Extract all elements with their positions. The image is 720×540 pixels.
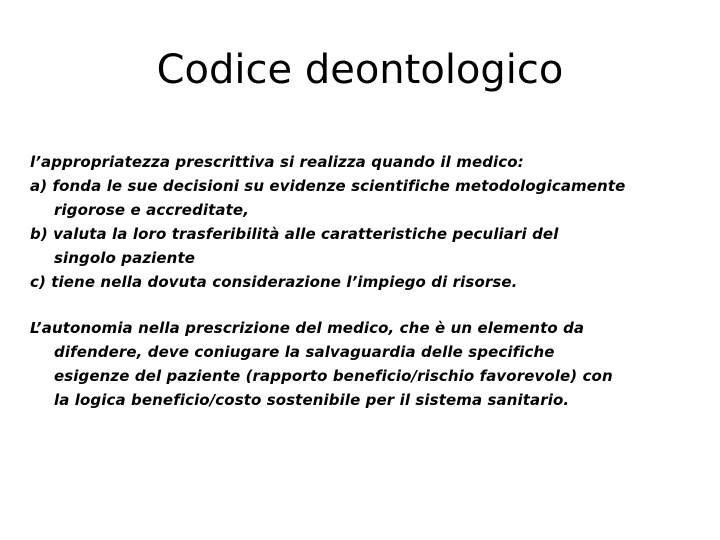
item-a-line-2: rigorose e accreditate,: [54, 201, 249, 219]
autonomy-paragraph: [30, 316, 710, 412]
item-a-line-1: a) fonda le sue decisioni su evidenze scientifiche metodologicamente: [30, 177, 626, 195]
appropriateness-paragraph: [30, 150, 710, 294]
item-b-line-1: b) valuta la loro trasferibilità alle caratteristiche peculiari del: [30, 225, 559, 243]
slide-title: Codice deontologico: [156, 47, 564, 93]
autonomy-line-1: L’autonomia nella prescrizione del medico, che è un elemento da: [30, 319, 585, 337]
autonomy-line-2: difendere, deve coniugare la salvaguardia delle specifiche: [54, 343, 555, 361]
slide-body: [30, 150, 710, 412]
item-c-line-1: c) tiene nella dovuta considerazione l’impiego di risorse.: [30, 273, 518, 291]
paragraph-spacer: [30, 294, 710, 316]
item-b-line-2: singolo paziente: [54, 249, 195, 267]
autonomy-line-4: la logica beneficio/costo sostenibile per il sistema sanitario.: [54, 391, 570, 409]
autonomy-line-3: esigenze del paziente (rapporto beneficio/rischio favorevole) con: [54, 367, 613, 385]
intro-line: l’appropriatezza prescrittiva si realizza quando il medico:: [30, 153, 524, 171]
